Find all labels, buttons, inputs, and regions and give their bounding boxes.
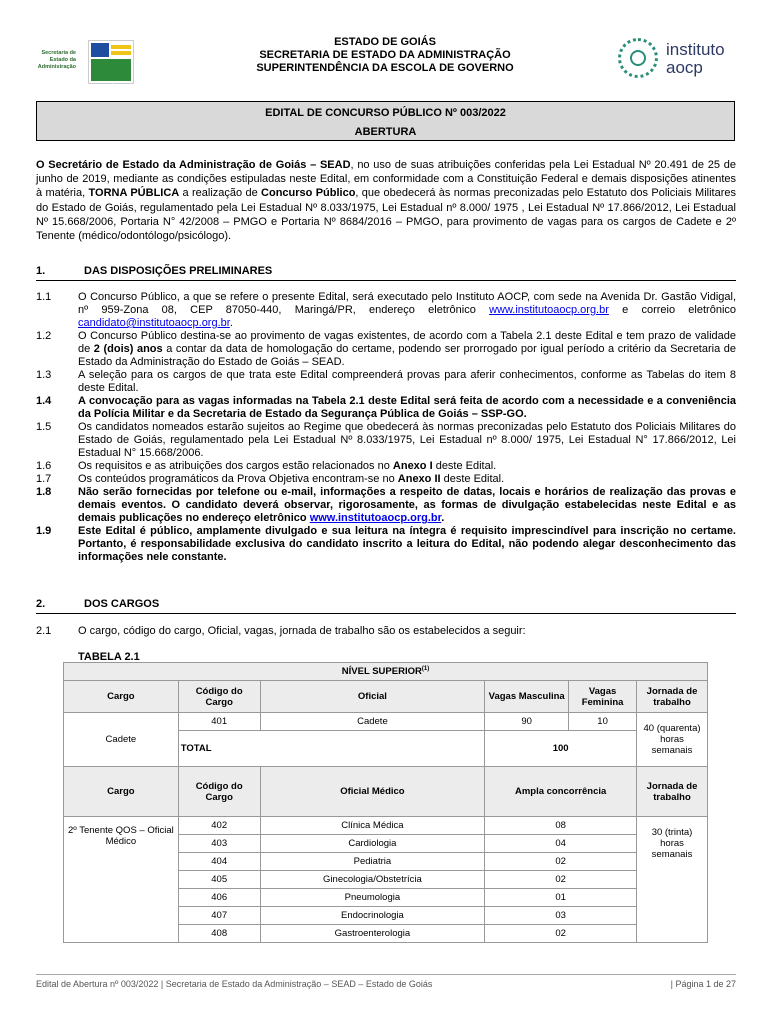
aocp-website-link[interactable]: www.institutoaocp.org.br (489, 304, 609, 316)
item-bold-part: Anexo I (392, 460, 433, 472)
header-vagas-masculina: Vagas Masculina (485, 681, 569, 713)
item-number: 1.7 (36, 473, 52, 485)
oficial-cell: Cadete (260, 713, 485, 731)
header-cargo-2: Cargo (64, 767, 179, 817)
item-1-2 (36, 330, 736, 369)
item-bold-part: Anexo II (397, 473, 441, 485)
edital-title-box (36, 101, 735, 141)
item-number: 2.1 (36, 625, 52, 637)
aocp-logo-line-2: aocp (666, 58, 703, 77)
table-row (64, 681, 708, 713)
intro-text-2: a realização de (179, 187, 262, 200)
footer-text: Edital de Abertura nº 003/2022 | Secretaria de Estado da Administração – SEAD – Estado de Goiás (36, 979, 433, 989)
item-2-1 (36, 625, 736, 637)
oficial-cell: Ginecologia/Obstetrícia (260, 871, 485, 889)
header-oficial-medico: Oficial Médico (260, 767, 485, 817)
item-number: 1.8 (36, 486, 52, 498)
section-1-items (36, 291, 736, 564)
item-text: Os candidatos nomeados estarão sujeitos ao Regime que obedecerá às normas preconizadas pelo Estatuto dos Policiais Militares do Estado de Goiás, regulamentado pela Lei Estadual Nº 8.033/1975, Lei Estadual nº 8.000/ 1975, Lei Estadual N° 17.866/2012, Lei Estadual N° 15.668/2006. (78, 421, 736, 459)
item-1-6 (36, 460, 736, 473)
table-row (64, 663, 708, 681)
item-1-5 (36, 421, 736, 460)
item-1-7 (36, 473, 736, 486)
item-text-part: . (441, 512, 445, 524)
vagas-cell: 04 (485, 835, 637, 853)
header-codigo: Código do Cargo (178, 681, 260, 713)
header-line-2: SECRETARIA DE ESTADO DA ADMINISTRAÇÃO (259, 49, 511, 61)
vagas-cell: 02 (485, 853, 637, 871)
item-text: Este Edital é público, amplamente divulgado e sua leitura na íntegra é requisito imprescindível para inscrição no certame. Portanto, é responsabilidade exclusiva do candidato inscrito a leitura do Edital, não podendo alegar desconhecimento das informações nele constante. (78, 525, 736, 563)
codigo-cell: 407 (178, 907, 260, 925)
intro-text-1: , no uso de suas atribuições conferidas pela Lei Estadual Nº 20.491 de 25 de junho de 2019, mediante as condições estipuladas neste Edital, em conformidade com a Constituição Federal e demais disposições atinentes à matéria, (36, 159, 736, 200)
header-jornada-2: Jornada de trabalho (637, 767, 708, 817)
vagas-cell: 08 (485, 817, 637, 835)
vagas-feminina-cell: 10 (569, 713, 637, 731)
item-text-part: a contar da data de homologação do certame, podendo ser prorrogado por igual período a critério da Secretaria de Estado da Administração do Estado de Goiás – SEAD. (78, 343, 737, 368)
item-number: 1.3 (36, 369, 52, 381)
section-2-heading (36, 598, 736, 614)
goias-flag-icon (88, 40, 134, 92)
item-text (78, 291, 736, 330)
aocp-circle-icon (618, 38, 658, 78)
item-text-part: e correio eletrônico (608, 304, 737, 316)
item-text-part: O Concurso Público destina-se ao provimento de vagas existentes, de acordo com a Tabela 2.1 deste Edital e tem prazo de validade de (78, 330, 736, 355)
aocp-logo-line-1: instituto (666, 40, 725, 59)
codigo-cell: 405 (178, 871, 260, 889)
codigo-cell: 403 (178, 835, 260, 853)
header-line-3: SUPERINTENDÊNCIA DA ESCOLA DE GOVERNO (256, 62, 514, 74)
item-text-part: Os requisitos e as atribuições dos cargos estão relacionados no (78, 460, 393, 472)
item-text: A convocação para as vagas informadas na Tabela 2.1 deste Edital será feita de acordo com a necessidade e a conveniência da Polícia Militar e da Secretaria de Estado da Segurança Pública de Goiás – SSP-GO. (78, 395, 736, 420)
cargo-cadete: Cadete (64, 713, 179, 767)
item-number: 1.2 (36, 330, 52, 342)
aocp-email-link[interactable]: candidato@institutoaocp.org.br (78, 317, 230, 329)
cargo-tenente: 2º Tenente QOS – Oficial Médico (64, 817, 179, 943)
nivel-superior-header (64, 663, 708, 681)
edital-subtitle: ABERTURA (354, 126, 417, 138)
vagas-cell: 03 (485, 907, 637, 925)
item-text-part: Não serão fornecidas por telefone ou e-mail, informações a respeito de datas, locais e horários de realização das provas e demais eventos. O candidato deverá observar, rigorosamente, as formas de divulgação estabelecidas neste Edital e as demais publicações no endereço eletrônico (78, 486, 736, 524)
intro-bold-2: TORNA PÚBLICA (88, 187, 180, 200)
section-2-title: DOS CARGOS (84, 598, 160, 610)
section-1-title: DAS DISPOSIÇÕES PRELIMINARES (84, 265, 273, 277)
item-number: 1.4 (36, 395, 52, 407)
intro-bold-1: O Secretário de Estado da Administração de Goiás – SEAD (36, 159, 351, 171)
vacancies-table (63, 662, 708, 943)
table-row (64, 767, 708, 817)
codigo-cell: 402 (178, 817, 260, 835)
item-text (78, 473, 736, 486)
section-1-heading (36, 265, 736, 281)
instituto-aocp-logo (618, 36, 748, 82)
total-value: 100 (485, 731, 637, 767)
document-header (0, 28, 770, 92)
page-footer (36, 974, 736, 989)
header-jornada: Jornada de trabalho (637, 681, 708, 713)
header-ampla-concorrencia: Ampla concorrência (485, 767, 637, 817)
nivel-superior-label: NÍVEL SUPERIOR (341, 666, 422, 678)
oficial-cell: Cardiologia (260, 835, 485, 853)
vagas-masculina-cell: 90 (485, 713, 569, 731)
jornada-tenente: 30 (trinta) horas semanais (637, 817, 708, 943)
item-text-part: deste Edital. (432, 460, 497, 472)
item-text: A seleção para os cargos de que trata este Edital compreenderá provas para aferir conhecimentos, conforme as Tabelas do item 8 deste Edital. (78, 369, 736, 394)
header-title (200, 36, 570, 75)
section-2-number: 2. (36, 598, 46, 610)
item-1-9 (36, 525, 736, 564)
oficial-cell: Pediatria (260, 853, 485, 871)
sead-goias-logo (36, 36, 146, 92)
item-text: O cargo, código do cargo, Oficial, vagas, jornada de trabalho são os estabelecidos a seguir: (78, 625, 526, 637)
item-text-part: Os conteúdos programáticos da Prova Objetiva encontram-se no (78, 473, 398, 485)
header-line-1: ESTADO DE GOIÁS (334, 36, 436, 48)
vagas-cell: 02 (485, 925, 637, 943)
table-row (64, 713, 708, 731)
item-number: 1.5 (36, 421, 52, 433)
vagas-cell: 02 (485, 871, 637, 889)
item-number: 1.1 (36, 291, 52, 303)
vagas-cell: 01 (485, 889, 637, 907)
codigo-cell: 406 (178, 889, 260, 907)
item-number: 1.9 (36, 525, 52, 537)
item-1-1 (36, 291, 736, 330)
oficial-cell: Endocrinologia (260, 907, 485, 925)
item-bold-part: 2 (dois) anos (93, 343, 163, 355)
header-oficial: Oficial (260, 681, 485, 713)
item-text (78, 460, 736, 473)
header-codigo-2: Código do Cargo (178, 767, 260, 817)
item-text (78, 486, 736, 525)
goias-logo-text: GOIÁS (95, 83, 121, 92)
item-1-3 (36, 369, 736, 395)
item-text-part: deste Edital. (440, 473, 505, 485)
intro-paragraph (36, 158, 736, 243)
edital-title: EDITAL DE CONCURSO PÚBLICO Nº 003/2022 (265, 107, 506, 119)
section-1-number: 1. (36, 265, 46, 277)
table-row (64, 817, 708, 835)
aocp-website-link[interactable]: www.institutoaocp.org.br (309, 512, 442, 524)
header-cargo: Cargo (64, 681, 179, 713)
intro-text-3: , que obedecerá às normas preconizadas pelo Estatuto dos Policiais Militares do Estado de Goiás, regulamentado pela Lei Estadual Nº 8.033/1975, Lei Estadual nº 8.000/ 1975 , Lei Estadual Nº 17.866/2012, Lei Estadual Nº 15.668/2006, Portaria N° 42/2008 – PMGO e Portaria Nº 8684/2016 – PMGO, para provimento de vagas para os cargos de Cadete e 2º Tenente (médico/odontólogo/psicólogo). (36, 187, 736, 243)
item-text-part: . (229, 317, 233, 329)
jornada-cadete: 40 (quarenta) horas semanais (637, 713, 708, 767)
intro-bold-3: Concurso Público (261, 187, 356, 200)
nivel-superior-footnote: (1) (421, 665, 430, 672)
item-text-part: O Concurso Público, a que se refere o presente Edital, será executado pelo Instituto AOCP, com sede na Avenida Dr. Gastão Vidigal, nº 959-Zona 08, CEP 87050-440, Maringá/PR, endereço eletrônico (78, 291, 736, 316)
oficial-cell: Clínica Médica (260, 817, 485, 835)
table-title: TABELA 2.1 (78, 651, 140, 663)
item-1-8 (36, 486, 736, 525)
header-vagas-feminina: Vagas Feminina (569, 681, 637, 713)
codigo-cell: 404 (178, 853, 260, 871)
item-text (78, 330, 736, 369)
sead-logo-text: Secretaria de Estado da Administração (37, 50, 76, 70)
page-number: | Página 1 de 27 (670, 979, 736, 989)
oficial-cell: Gastroenterologia (260, 925, 485, 943)
oficial-cell: Pneumologia (260, 889, 485, 907)
codigo-cell: 401 (178, 713, 260, 731)
total-label: TOTAL (178, 731, 484, 767)
codigo-cell: 408 (178, 925, 260, 943)
item-number: 1.6 (36, 460, 52, 472)
item-1-4 (36, 395, 736, 421)
